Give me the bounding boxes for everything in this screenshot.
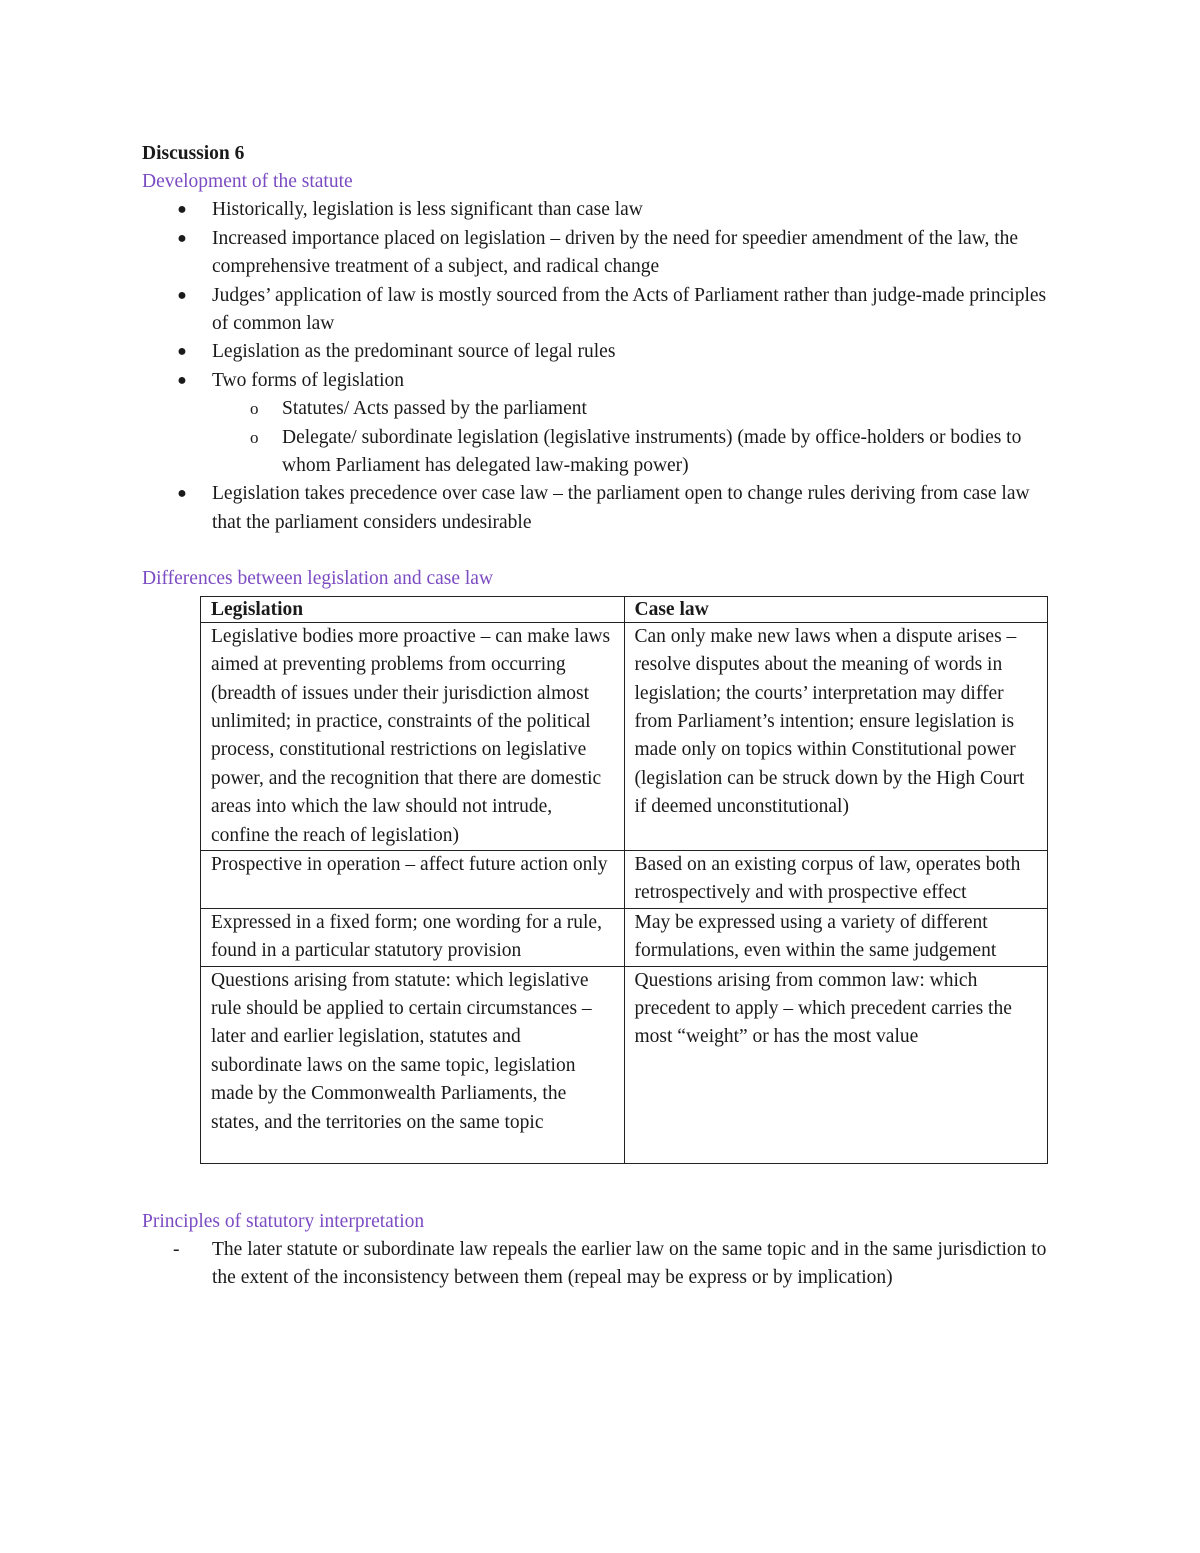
bullet-icon: ● (177, 229, 187, 247)
table-cell: Expressed in a fixed form; one wording for a rule, found in a particular statutory provision (201, 908, 625, 966)
page-title: Discussion 6 (142, 143, 245, 164)
table-cell: Prospective in operation – affect future action only (201, 850, 625, 908)
table-cell: Legislative bodies more proactive – can make laws aimed at preventing problems from occurring (breadth of issues under their jurisdiction almost unlimited; in practice, constraints of the political process, constitutional restrictions on legislative power, and the recognition that there are domestic areas into which the law should not intrude, confine the reach of legislation) (201, 622, 625, 850)
list-item-text: Judges’ application of law is mostly sourced from the Acts of Parliament rather than judge-made principles of common law (212, 284, 1047, 335)
table-row (201, 966, 1048, 1163)
list-item-text: Increased importance placed on legislation – driven by the need for speedier amendment of the law, the comprehensive treatment of a subject, and radical change (212, 227, 1019, 278)
table-header-row (201, 596, 1048, 622)
list-item (142, 196, 1052, 224)
list-item (142, 338, 1052, 366)
table-cell: Can only make new laws when a dispute arises – resolve disputes about the meaning of words in legislation; the courts’ interpretation may differ from Parliament’s intention; ensure legislation is made only on topics within Constitutional power (legislation can be struck down by the High Court if deemed unconstitutional) (624, 622, 1048, 850)
spacer (142, 1164, 1052, 1208)
dash-icon: - (173, 1238, 180, 1260)
table-cell: Questions arising from statute: which legislative rule should be applied to certain circumstances – later and earlier legislation, statutes and subordinate laws on the same topic, legislation made by the Commonwealth Parliaments, the states, and the territories on the same topic (201, 966, 625, 1163)
table-cell: May be expressed using a variety of different formulations, even within the same judgement (624, 908, 1048, 966)
table-header-legislation: Legislation (201, 596, 625, 622)
list-item (142, 367, 1052, 481)
list-item-text: Historically, legislation is less significant than case law (212, 199, 643, 221)
list-item (142, 480, 1052, 537)
bullet-icon: ● (177, 371, 187, 389)
section-heading-principles: Principles of statutory interpretation (142, 1210, 425, 1232)
document-page (142, 140, 1052, 1293)
table-cell: Based on an existing corpus of law, operates both retrospectively and with prospective effect (624, 850, 1048, 908)
table-row (201, 850, 1048, 908)
sub-bullet-list (142, 395, 1052, 480)
list-item (142, 225, 1052, 282)
principles-list (142, 1236, 1052, 1293)
list-item (142, 1236, 1052, 1293)
section-heading-differences: Differences between legislation and case law (142, 568, 494, 590)
development-bullet-list (142, 196, 1052, 537)
bullet-icon: ● (177, 343, 187, 361)
section-heading-development: Development of the statute (142, 171, 353, 192)
sub-list-item (212, 424, 1052, 481)
comparison-table (200, 596, 1048, 1164)
bullet-icon: ● (177, 201, 187, 219)
sub-list-item-text: Statutes/ Acts passed by the parliament (282, 398, 587, 420)
table-header-case-law: Case law (624, 596, 1048, 622)
table-row (201, 908, 1048, 966)
list-item-text: Legislation takes precedence over case law – the parliament open to change rules deriving from case law that the parliament considers undesirable (212, 483, 1030, 533)
list-item-text: Two forms of legislation (212, 369, 404, 391)
bullet-icon: ● (177, 485, 187, 503)
bullet-icon: ● (177, 286, 187, 304)
table-cell: Questions arising from common law: which precedent to apply – which precedent carries the most “weight” or has the most value (624, 966, 1048, 1163)
spacer (142, 537, 1052, 565)
sub-bullet-icon: o (250, 399, 259, 419)
sub-bullet-icon: o (250, 427, 259, 447)
list-item-text: Legislation as the predominant source of legal rules (212, 341, 616, 363)
list-item (142, 282, 1052, 339)
sub-list-item (212, 395, 1052, 423)
table-row (201, 622, 1048, 850)
list-item-text: The later statute or subordinate law repeals the earlier law on the same topic and in the same jurisdiction to the extent of the inconsistency between them (repeal may be express or by implication) (212, 1238, 1047, 1289)
sub-list-item-text: Delegate/ subordinate legislation (legislative instruments) (made by office-holders or bodies to whom Parliament has delegated law-making power) (282, 426, 1022, 477)
